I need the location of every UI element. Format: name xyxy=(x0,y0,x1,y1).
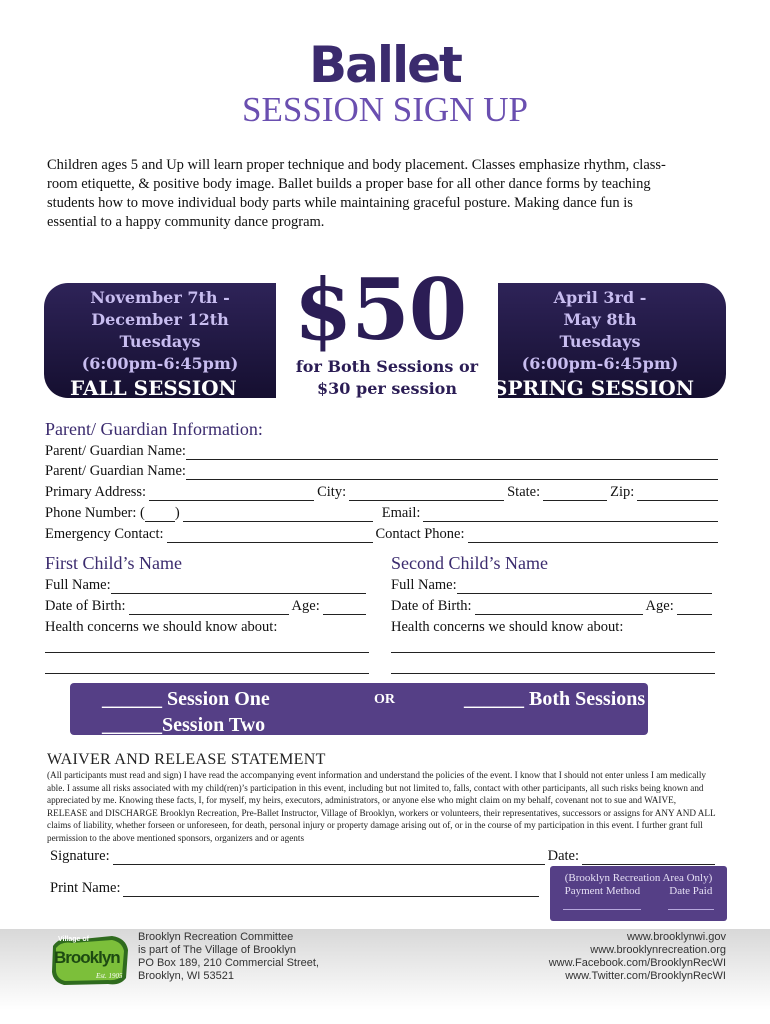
option-both-sessions[interactable]: ______ Both Sessions xyxy=(464,688,646,710)
parent-heading: Parent/ Guardian Information: xyxy=(45,419,263,439)
child2-age-field[interactable] xyxy=(677,600,712,615)
child1-health-label: Health concerns we should know about: xyxy=(45,619,278,635)
logo-est-text: Est. 1905 xyxy=(96,972,123,980)
footer-address xyxy=(138,931,319,983)
zip-field[interactable] xyxy=(637,486,718,501)
price-note-both: for Both Sessions or xyxy=(295,357,479,376)
phone-row xyxy=(45,505,721,522)
footer-org-city: Brooklyn, WI 53521 xyxy=(138,970,234,982)
price-amount: $50 xyxy=(293,260,467,359)
child1-dob-label: Date of Birth: xyxy=(45,598,126,614)
option-session-two[interactable]: ______Session Two xyxy=(102,714,266,736)
option-session-one[interactable]: ______ Session One xyxy=(102,688,270,710)
price-note-per-session: $30 per session xyxy=(317,379,457,398)
fall-dates-end: December 12th xyxy=(91,310,229,329)
address-field[interactable] xyxy=(149,486,314,501)
emergency-field[interactable] xyxy=(167,528,373,543)
child2-full-name-label: Full Name: xyxy=(391,577,457,593)
parent-name-row-2 xyxy=(45,463,721,480)
signature-row xyxy=(50,848,718,865)
footer-org-name: Brooklyn Recreation Committee xyxy=(138,931,294,943)
child2-health-line-2[interactable] xyxy=(391,673,715,674)
footer-links xyxy=(470,931,726,983)
spring-day: Tuesdays xyxy=(559,332,641,351)
page-title: Ballet xyxy=(309,36,461,94)
signature-label: Signature: xyxy=(50,848,110,864)
option-or-label: OR xyxy=(374,692,395,707)
emergency-label: Emergency Contact: xyxy=(45,526,164,542)
child1-dob-field[interactable] xyxy=(129,600,289,615)
print-name-field[interactable] xyxy=(123,882,539,897)
page-subtitle: SESSION SIGN UP xyxy=(242,90,528,129)
child1-full-name-label: Full Name: xyxy=(45,577,111,593)
child1-full-name-field[interactable] xyxy=(111,579,366,594)
spring-dates-end: May 8th xyxy=(563,310,637,329)
office-use-title: (Brooklyn Recreation Area Only) xyxy=(564,872,713,884)
spring-time: (6:00pm-6:45pm) xyxy=(521,354,679,373)
footer-org-village: is part of The Village of Brooklyn xyxy=(138,944,296,956)
state-label: State: xyxy=(507,484,541,500)
city-label: City: xyxy=(317,484,347,500)
payment-method-field[interactable] xyxy=(563,909,641,910)
signature-field[interactable] xyxy=(113,850,545,865)
state-field[interactable] xyxy=(543,486,607,501)
date-paid-field[interactable] xyxy=(668,909,714,910)
brooklyn-logo xyxy=(50,932,130,987)
child2-health-row xyxy=(391,619,623,636)
child1-name-row xyxy=(45,577,369,594)
logo-brooklyn-text: Brooklyn xyxy=(54,948,120,967)
footer-link-facebook[interactable]: www.Facebook.com/BrooklynRecWI xyxy=(548,957,726,969)
child2-age-label: Age: xyxy=(645,598,674,614)
spring-session-label: SPRING SESSION xyxy=(493,376,694,400)
contact-phone-label: Contact Phone: xyxy=(375,526,465,542)
child1-health-line-1[interactable] xyxy=(45,652,369,653)
area-code-field[interactable] xyxy=(145,507,175,522)
child2-dob-row xyxy=(391,598,715,615)
fall-dates-start: November 7th - xyxy=(90,288,230,307)
city-field[interactable] xyxy=(349,486,504,501)
footer-link-village[interactable]: www.brooklynwi.gov xyxy=(626,931,726,943)
emergency-row xyxy=(45,526,721,543)
email-label: Email: xyxy=(381,505,421,521)
fall-session-label: FALL SESSION xyxy=(70,376,237,400)
child2-full-name-field[interactable] xyxy=(457,579,712,594)
child1-health-line-2[interactable] xyxy=(45,673,369,674)
parent-name-field[interactable] xyxy=(186,445,718,460)
child1-heading: First Child’s Name xyxy=(45,553,183,573)
zip-label: Zip: xyxy=(610,484,635,500)
date-label: Date: xyxy=(547,848,580,864)
child2-heading: Second Child’s Name xyxy=(391,553,548,573)
print-name-label: Print Name: xyxy=(50,880,121,896)
date-field[interactable] xyxy=(582,850,715,865)
email-field[interactable] xyxy=(423,507,718,522)
phone-label: Phone Number: ( xyxy=(45,505,145,521)
logo-village-text: Village of xyxy=(58,936,89,943)
print-name-row xyxy=(50,880,542,897)
footer-link-recreation[interactable]: www.brooklynrecreation.org xyxy=(590,944,726,956)
child2-dob-label: Date of Birth: xyxy=(391,598,472,614)
child1-health-row xyxy=(45,619,277,636)
child1-age-field[interactable] xyxy=(323,600,366,615)
child2-dob-field[interactable] xyxy=(475,600,643,615)
child1-dob-row xyxy=(45,598,369,615)
child2-name-row xyxy=(391,577,715,594)
date-paid-label: Date Paid xyxy=(669,885,713,897)
child1-age-label: Age: xyxy=(291,598,320,614)
payment-method-label: Payment Method xyxy=(564,885,641,897)
parent-name-label: Parent/ Guardian Name: xyxy=(45,443,186,459)
parent-name-label: Parent/ Guardian Name: xyxy=(45,463,186,479)
parent-name-row-1 xyxy=(45,443,721,460)
contact-phone-field[interactable] xyxy=(468,528,718,543)
intro-paragraph: Children ages 5 and Up will learn proper technique and body placement. Classes emphasize rhythm, class-room etiquette, & positive body image. Ballet builds a proper base for all other dance forms by teaching students how to move individual body parts while maintaining graceful posture. Making dance fun is essential to a happy community dance program. xyxy=(47,157,666,230)
footer-org-street: PO Box 189, 210 Commercial Street, xyxy=(138,957,319,969)
address-label: Primary Address: xyxy=(45,484,147,500)
child2-health-label: Health concerns we should know about: xyxy=(391,619,624,635)
child2-health-line-1[interactable] xyxy=(391,652,715,653)
fall-day: Tuesdays xyxy=(119,332,201,351)
fall-time: (6:00pm-6:45pm) xyxy=(81,354,239,373)
spring-dates-start: April 3rd - xyxy=(553,288,647,307)
parent-name-field[interactable] xyxy=(186,465,718,480)
office-use-box xyxy=(550,866,727,921)
waiver-text: (All participants must read and sign) I have read the accompanying event information and understand the policies of the event. I know that I should not enter unless I am medically able. I assume all risks associated with my child(ren)’s participation in this event, including but not limited to, falls, contact with other participants, all such risks being known and appreciated by me. Knowing these facts, I, for myself, my heirs, executors, administrators, or anyone else who might claim on my behalf, covenant not to sue and WAIVE, RELEASE and DISCHARGE Brooklyn Recreation, Pre-Ballet Instructor, Village of Brooklyn, workers or volunteers, their representatives, successors or assigns for ANY AND ALL claims of liability, whether forseen or unforeseen, for death, personal injury or property damage arising out of, or in the course of my participation in this event. I further grant full permission to the above mentioned sponsors, organizers and or agents xyxy=(47,770,716,843)
phone-field[interactable] xyxy=(183,507,373,522)
address-row xyxy=(45,484,721,501)
phone-paren: ) xyxy=(174,505,180,521)
footer-link-twitter[interactable]: www.Twitter.com/BrooklynRecWI xyxy=(565,970,726,982)
waiver-heading: WAIVER AND RELEASE STATEMENT xyxy=(47,751,326,768)
